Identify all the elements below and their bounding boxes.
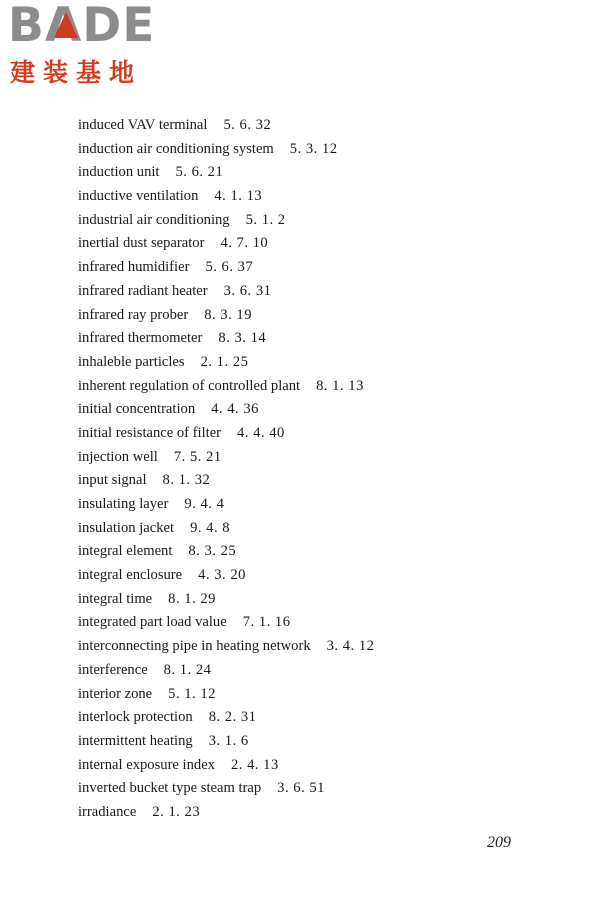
section-reference: 3. 6. 31 (223, 282, 272, 299)
index-entry (78, 304, 374, 328)
index-term: infrared thermometer (78, 330, 203, 347)
index-term: inhaleble particles (78, 353, 185, 370)
index-term: integrated part load value (78, 614, 227, 631)
section-reference: 8. 3. 19 (204, 306, 252, 323)
index-entry (78, 422, 374, 446)
index-term: infrared humidifier (78, 259, 190, 276)
section-reference: 7. 5. 21 (173, 448, 222, 465)
index-entry (78, 659, 374, 683)
index-term: inherent regulation of controlled plant (78, 377, 301, 394)
section-reference: 2. 1. 23 (152, 803, 201, 820)
index-term: interconnecting pipe in heating network (78, 638, 311, 655)
index-term: induction air conditioning system (78, 140, 274, 157)
index-term: interior zone (78, 685, 153, 702)
index-entry (78, 138, 374, 162)
index-term: integral element (78, 543, 173, 560)
index-entry (78, 469, 374, 493)
index-entry (78, 185, 374, 209)
index-term: injection well (78, 448, 158, 465)
index-entry (78, 517, 374, 541)
index-entry (78, 209, 374, 233)
logo-accent-icon (54, 12, 78, 38)
index-entry (78, 540, 374, 564)
section-reference: 8. 1. 24 (163, 661, 212, 678)
section-reference: 8. 1. 32 (162, 472, 211, 489)
index-entry (78, 777, 374, 801)
section-reference: 8. 1. 13 (316, 377, 364, 394)
index-entry (78, 730, 374, 754)
index-term: inductive ventilation (78, 188, 199, 205)
index-term: interference (78, 661, 148, 678)
section-reference: 4. 3. 20 (198, 567, 246, 584)
page-number: 209 (487, 834, 511, 851)
index-term: internal exposure index (78, 756, 215, 773)
index-entry (78, 493, 374, 517)
index-entry (78, 446, 374, 470)
index-list (78, 114, 374, 825)
section-reference: 9. 4. 4 (184, 496, 225, 512)
index-entry (78, 114, 374, 138)
index-term: interlock protection (78, 709, 193, 726)
index-entry (78, 635, 374, 659)
section-reference: 8. 3. 25 (188, 543, 237, 560)
index-term: irradiance (78, 803, 137, 820)
index-term: induced VAV terminal (78, 117, 208, 133)
index-entry (78, 398, 374, 422)
section-reference: 5. 1. 2 (245, 211, 286, 228)
index-entry (78, 327, 374, 351)
section-reference: 4. 4. 36 (211, 401, 259, 418)
logo-chinese-text: 建装基地 (10, 58, 143, 87)
section-reference: 5. 6. 21 (175, 164, 224, 181)
section-reference: 3. 4. 12 (326, 638, 375, 655)
index-term: insulating layer (78, 496, 169, 512)
section-reference: 8. 1. 29 (168, 590, 216, 607)
index-entry (78, 351, 374, 375)
index-entry (78, 683, 374, 707)
index-entry (78, 375, 374, 399)
section-reference: 5. 1. 12 (168, 685, 216, 702)
index-term: infrared radiant heater (78, 282, 208, 299)
section-reference: 2. 4. 13 (230, 756, 279, 773)
index-entry (78, 232, 374, 256)
index-term: induction unit (78, 164, 160, 181)
index-term: inverted bucket type steam trap (78, 780, 262, 797)
index-entry (78, 161, 374, 185)
index-entry (78, 754, 374, 778)
section-reference: 9. 4. 8 (190, 519, 231, 536)
index-term: initial concentration (78, 401, 196, 418)
index-term: integral enclosure (78, 567, 183, 584)
section-reference: 5. 6. 32 (223, 117, 272, 133)
section-reference: 3. 1. 6 (208, 732, 249, 749)
index-term: industrial air conditioning (78, 211, 230, 228)
index-entry (78, 256, 374, 280)
section-reference: 4. 4. 40 (237, 424, 285, 441)
index-entry (78, 588, 374, 612)
section-reference: 8. 3. 14 (218, 330, 267, 347)
index-term: intermittent heating (78, 732, 193, 749)
index-term: insulation jacket (78, 519, 175, 536)
index-term: initial resistance of filter (78, 424, 222, 441)
section-reference: 4. 1. 13 (214, 188, 263, 205)
section-reference: 4. 7. 10 (220, 235, 269, 252)
index-entry (78, 611, 374, 635)
section-reference: 8. 2. 31 (208, 709, 257, 726)
section-reference: 3. 6. 51 (277, 780, 325, 797)
section-reference: 5. 6. 37 (205, 259, 254, 276)
index-entry (78, 706, 374, 730)
logo-latin-text: BADE (8, 0, 156, 53)
index-entry (78, 280, 374, 304)
index-term: input signal (78, 472, 147, 489)
index-entry (78, 564, 374, 588)
section-reference: 2. 1. 25 (200, 353, 249, 370)
index-term: integral time (78, 590, 153, 607)
section-reference: 5. 3. 12 (289, 140, 338, 157)
index-term: infrared ray prober (78, 306, 189, 323)
publisher-logo (8, 2, 178, 92)
section-reference: 7. 1. 16 (242, 614, 291, 631)
index-entry (78, 801, 374, 825)
index-term: inertial dust separator (78, 235, 205, 252)
